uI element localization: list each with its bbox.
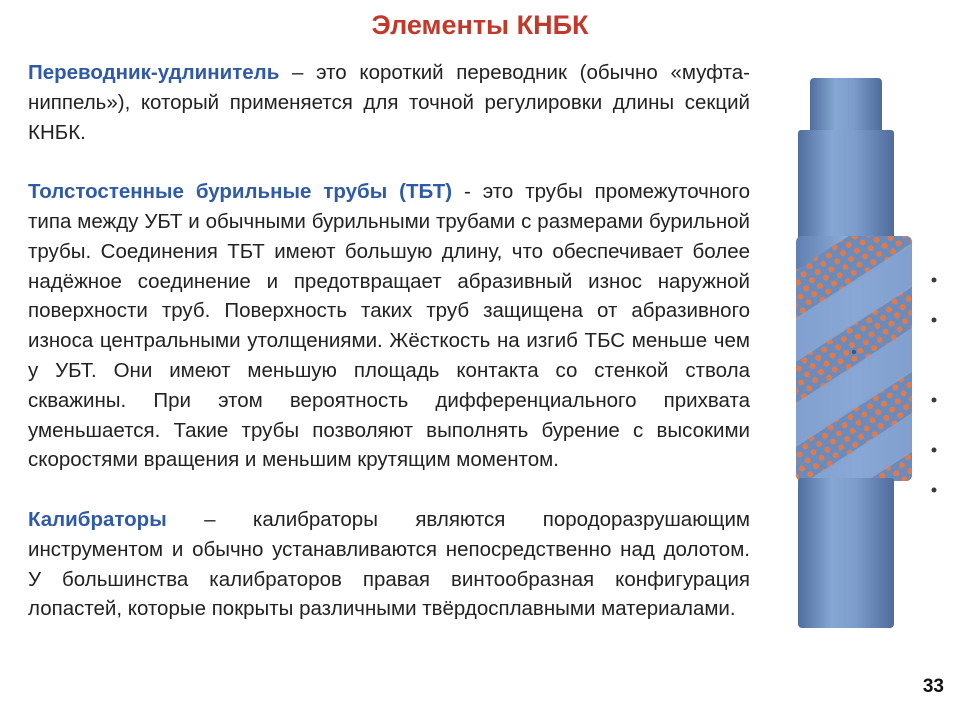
definition-stabilizers: – калибраторы являются породоразрушающим инструментом и обычно устанавливаются непосредственно над долотом. У большинства калибраторов правая винтообразная конфигурация лопастей, которые покрыты различными твёрдосплавными материалами. bbox=[28, 507, 750, 621]
spiral-stabilizer-image bbox=[782, 70, 942, 640]
tool-bottom-neck bbox=[798, 570, 894, 628]
tool-top-neck bbox=[810, 78, 882, 138]
definition-sub-extender: – это короткий переводник (обычно «муфта-ниппель»), который применяется для точной регулировки длины секций КНБК. bbox=[28, 61, 750, 144]
paragraph-sub-extender bbox=[28, 58, 750, 147]
body-text bbox=[28, 58, 750, 624]
definition-heavy-weight-pipe: - это трубы промежуточного типа между УБТ и обычными бурильными трубами с размерами бурильной трубы. Соединения ТБТ имеют большую длину, что обеспечивает более надёжное соединение и предотвращает абразивный износ наружной поверхности труб. Поверхность таких труб защищена от абразивного износа центральными утолщениями. Жёсткость на изгиб ТБС меньше чем у УБТ. Они имеют меньшую площадь контакта со стенкой ствола скважины. При этом вероятность дифференциального прихвата уменьшается. Такие трубы позволяют выполнять бурение с высокими скоростями вращения и меньшим крутящим моментом. bbox=[28, 180, 750, 472]
term-heavy-weight-pipe: Толстостенные бурильные трубы (ТБТ) bbox=[28, 180, 453, 204]
term-sub-extender: Переводник-удлинитель bbox=[28, 61, 280, 84]
tool-lower-body bbox=[798, 478, 894, 578]
paragraph-stabilizers bbox=[28, 505, 750, 624]
term-stabilizers: Калибраторы bbox=[28, 507, 167, 531]
slide-title: Элементы КНБК bbox=[371, 10, 589, 40]
page-number: 33 bbox=[922, 676, 944, 697]
tool-upper-body bbox=[798, 130, 894, 240]
paragraph-heavy-weight-pipe bbox=[28, 177, 750, 475]
